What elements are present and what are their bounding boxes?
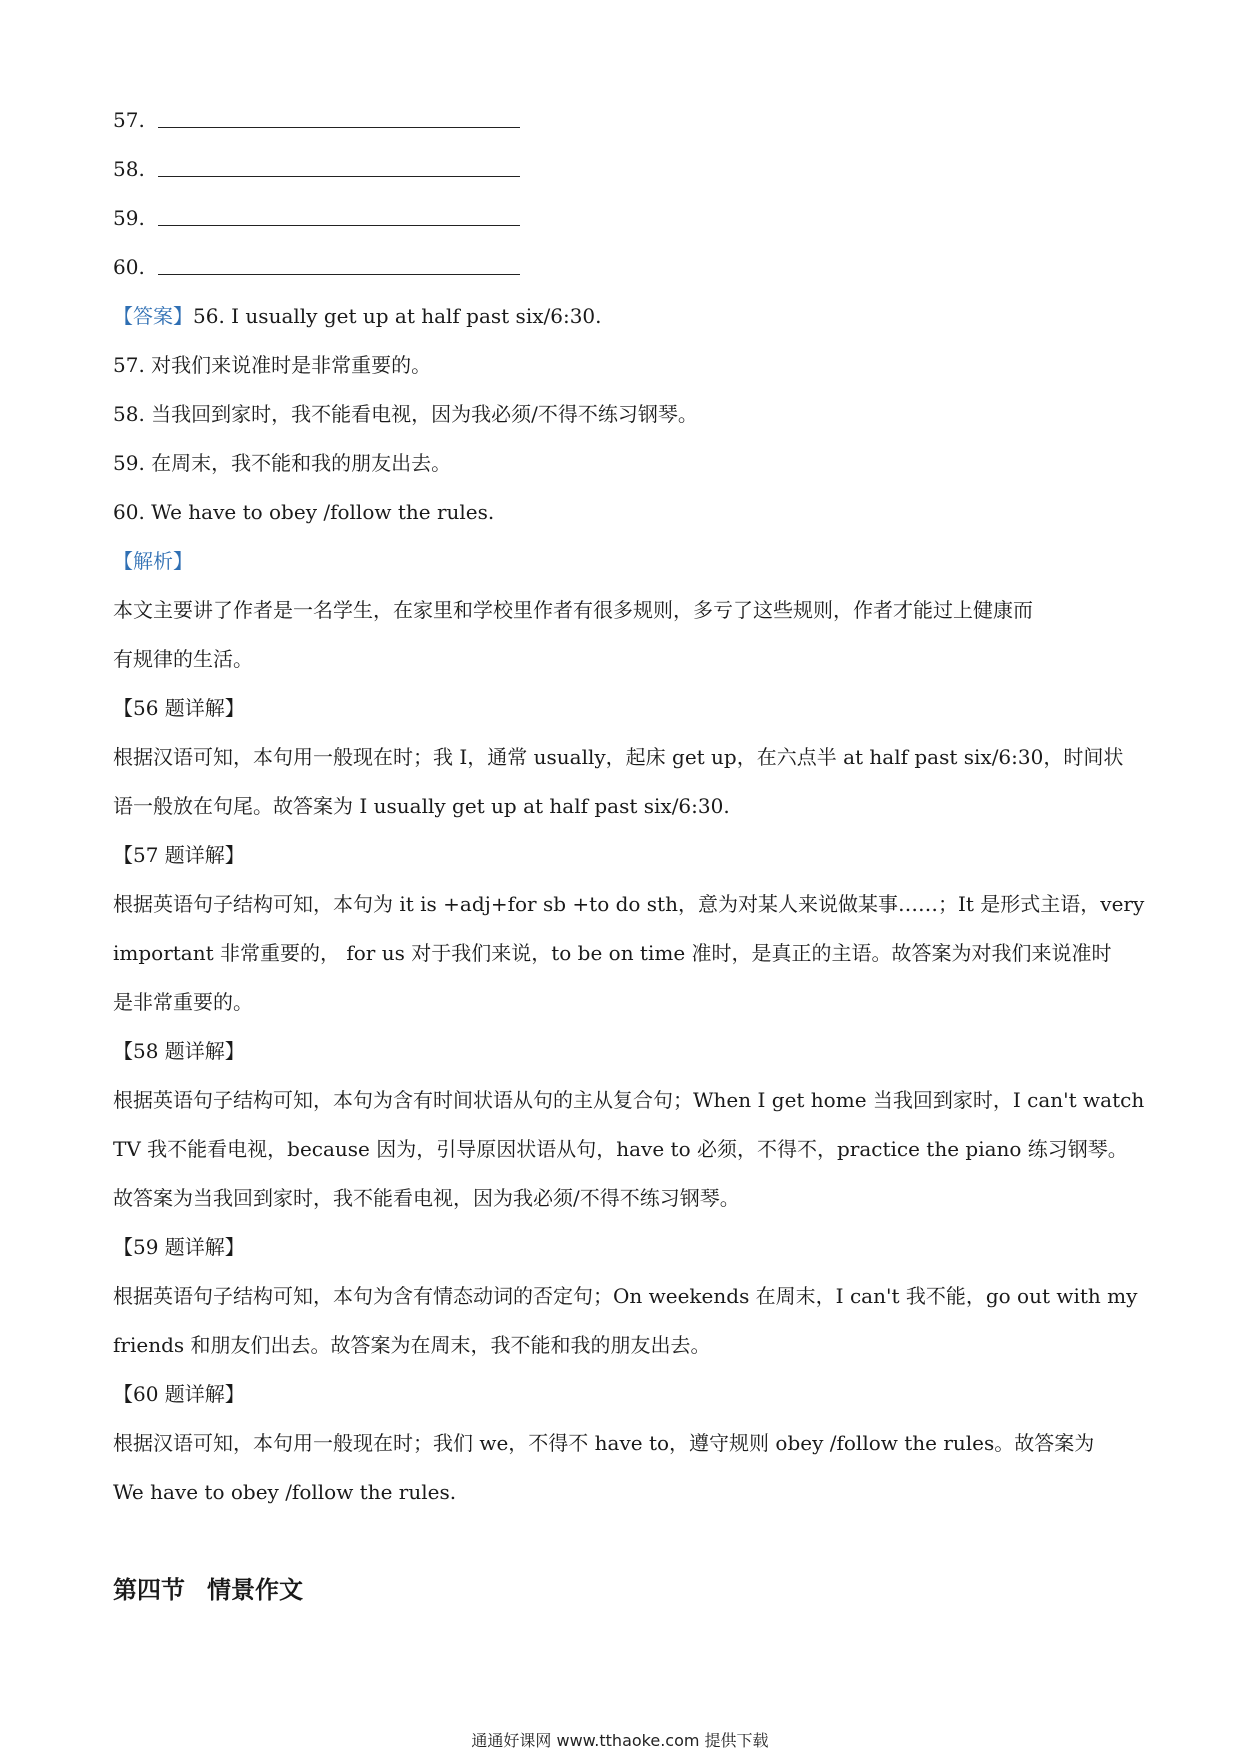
answer-blank-59: [113, 190, 520, 230]
section-heading: [113, 1570, 325, 1605]
blank-line[interactable]: [158, 152, 520, 177]
analysis-summary-line: 本文主要讲了作者是一名学生，在家里和学校里作者有很多规则，多亏了这些规则，作者才能过上健康而: [113, 598, 1033, 622]
analysis-tag: 【解析】: [113, 549, 193, 573]
answer-text: 56. I usually get up at half past six/6:30.: [193, 304, 602, 328]
detail-line: 根据汉语可知，本句用一般现在时；我 I，通常 usually，起床 get up，在六点半 at half past six/6:30，时间状: [113, 745, 1124, 769]
answer-blank-57: [113, 92, 520, 132]
detail-line: 根据汉语可知，本句用一般现在时；我们 we，不得不 have to，遵守规则 obey /follow the rules。故答案为: [113, 1431, 1095, 1455]
answer-blank-58: [113, 141, 520, 181]
blank-number: 59.: [113, 206, 145, 230]
detail-line: 根据英语句子结构可知，本句为含有时间状语从句的主从复合句；When I get home 当我回到家时，I can't watch: [113, 1088, 1145, 1112]
detail-line: 语一般放在句尾。故答案为 I usually get up at half past six/6:30.: [113, 794, 730, 818]
detail-line: 根据英语句子结构可知，本句为 it is +adj+for sb +to do sth，意为对某人来说做某事……；It 是形式主语，very: [113, 892, 1145, 916]
blank-number: 60.: [113, 255, 145, 279]
answer-line-59: 59. 在周末，我不能和我的朋友出去。: [113, 451, 452, 475]
detail-title-60: 【60 题详解】: [113, 1382, 245, 1406]
section-part: 第四节: [113, 1576, 185, 1604]
analysis-summary-line: 有规律的生活。: [113, 647, 253, 671]
detail-line: important 非常重要的， for us 对于我们来说，to be on time 准时，是真正的主语。故答案为对我们来说准时: [113, 941, 1112, 965]
answer-tag: 【答案】: [113, 304, 193, 328]
blank-line[interactable]: [158, 201, 520, 226]
page-footer: 通通好课网 www.tthaoke.com 提供下载: [471, 1731, 769, 1750]
detail-line: 是非常重要的。: [113, 990, 253, 1014]
answer-line-57: 57. 对我们来说准时是非常重要的。: [113, 353, 432, 377]
detail-line: We have to obey /follow the rules.: [113, 1480, 457, 1504]
blank-line[interactable]: [158, 250, 520, 275]
blank-number: 58.: [113, 157, 145, 181]
detail-title-58: 【58 题详解】: [113, 1039, 245, 1063]
detail-title-57: 【57 题详解】: [113, 843, 245, 867]
detail-line: friends 和朋友们出去。故答案为在周末，我不能和我的朋友出去。: [113, 1333, 711, 1357]
answer-blank-60: [113, 239, 520, 279]
blank-line[interactable]: [158, 103, 520, 128]
answer-line-58: 58. 当我回到家时，我不能看电视，因为我必须/不得不练习钢琴。: [113, 402, 698, 426]
answer-line-60: 60. We have to obey /follow the rules.: [113, 500, 495, 524]
detail-line: 故答案为当我回到家时，我不能看电视，因为我必须/不得不练习钢琴。: [113, 1186, 740, 1210]
section-name: 情景作文: [207, 1576, 303, 1604]
detail-title-59: 【59 题详解】: [113, 1235, 245, 1259]
blank-number: 57.: [113, 108, 145, 132]
detail-line: TV 我不能看电视，because 因为，引导原因状语从句，have to 必须，不得不，practice the piano 练习钢琴。: [113, 1137, 1128, 1161]
answer-line-56: [113, 302, 1133, 330]
detail-title-56: 【56 题详解】: [113, 696, 245, 720]
detail-line: 根据英语句子结构可知，本句为含有情态动词的否定句；On weekends 在周末，I can't 我不能，go out with my: [113, 1284, 1138, 1308]
